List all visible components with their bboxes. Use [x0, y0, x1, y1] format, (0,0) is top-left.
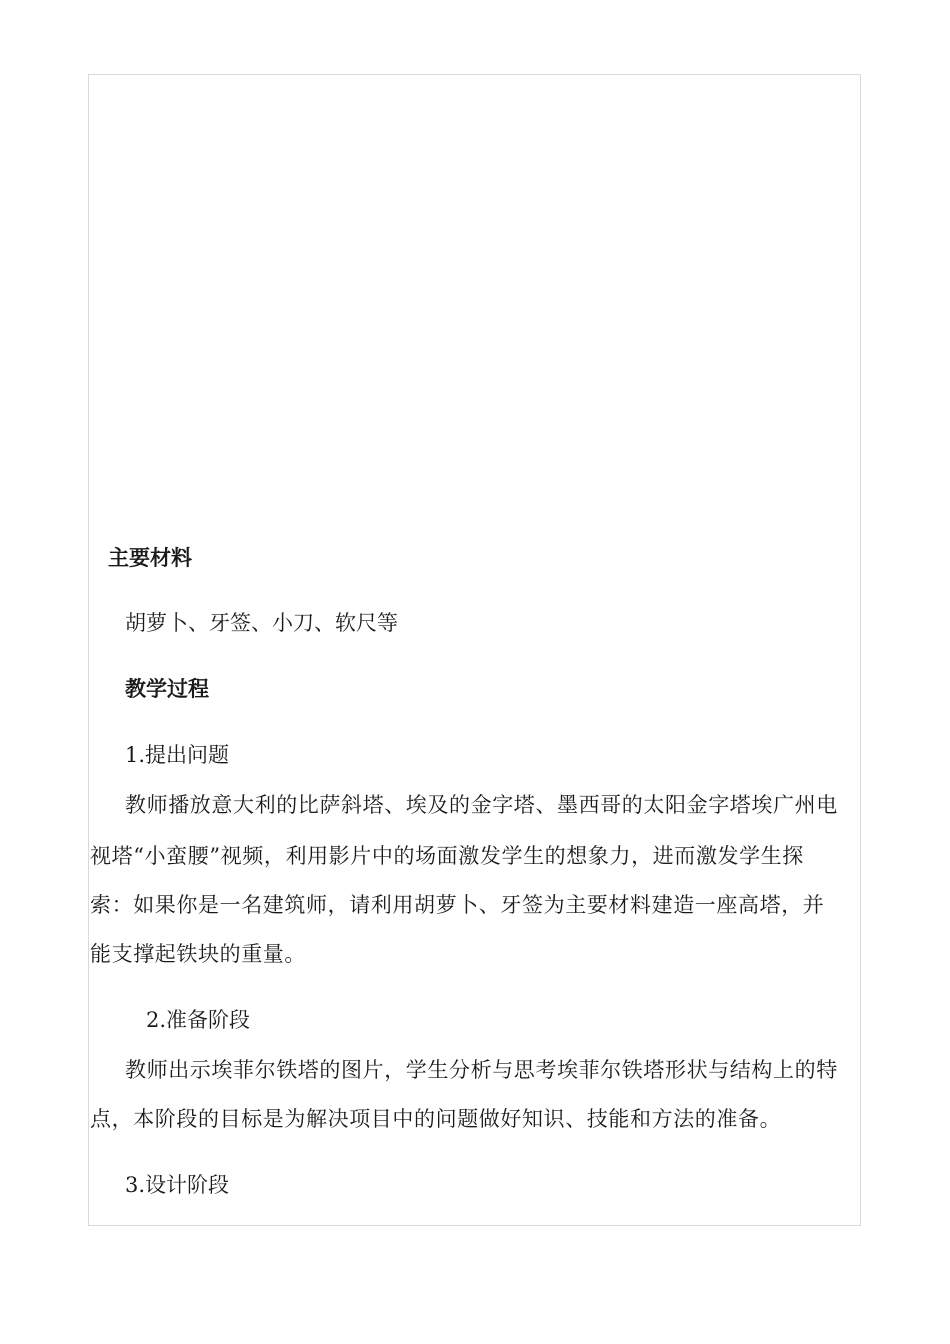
- step1-line: 教师播放意大利的比萨斜塔、埃及的金字塔、墨西哥的太阳金字塔埃广州电: [125, 793, 838, 817]
- step3-title: 3.设计阶段: [125, 1173, 230, 1197]
- materials-heading: 主要材料: [108, 546, 192, 570]
- process-heading: 教学过程: [125, 677, 209, 701]
- step1-line: 能支撑起铁块的重量。: [90, 942, 306, 966]
- materials-text: 胡萝卜、牙签、小刀、软尺等: [125, 611, 398, 635]
- step1-line: 索：如果你是一名建筑师，请利用胡萝卜、牙签为主要材料建造一座高塔，并: [90, 893, 825, 917]
- step1-line: 视塔“小蛮腰”视频，利用影片中的场面激发学生的想象力，进而激发学生探: [90, 844, 804, 868]
- step2-line: 点，本阶段的目标是为解决项目中的问题做好知识、技能和方法的准备。: [90, 1107, 782, 1131]
- step2-title: 2.准备阶段: [146, 1008, 251, 1032]
- step2-line: 教师出示埃菲尔铁塔的图片，学生分析与思考埃菲尔铁塔形状与结构上的特: [125, 1058, 838, 1082]
- page-frame: [88, 74, 861, 1226]
- step1-title: 1.提出问题: [125, 743, 230, 767]
